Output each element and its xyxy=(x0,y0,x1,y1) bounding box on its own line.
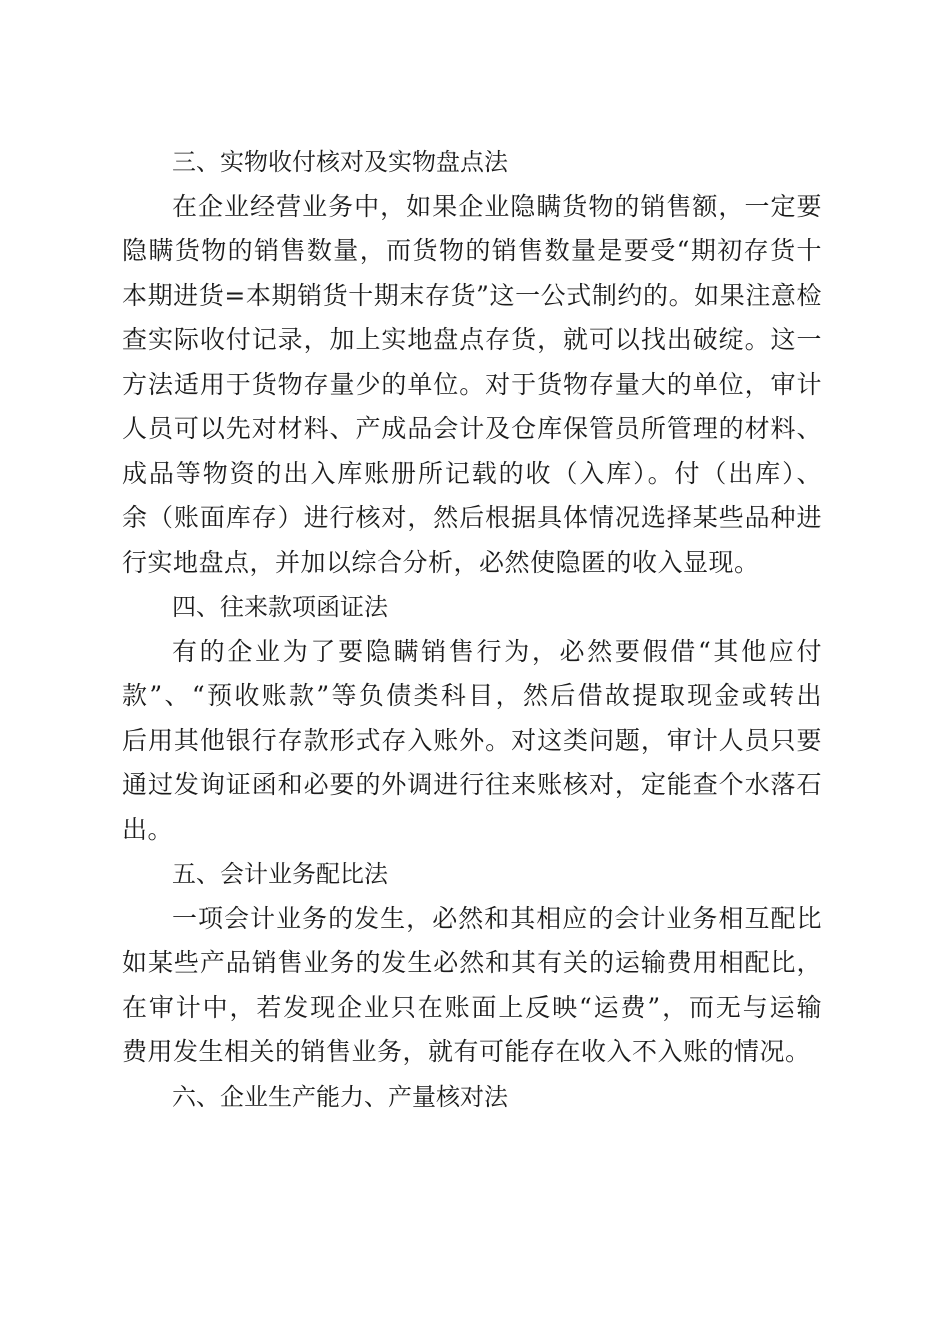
section-heading-5: 五、会计业务配比法 xyxy=(172,860,388,888)
paragraph-line: 出。 xyxy=(122,814,174,844)
section-paragraph-5 xyxy=(122,897,822,1075)
paragraph-line: 一项会计业务的发生，必然和其相应的会计业务相互配比 xyxy=(172,903,822,933)
paragraph-line: 本期进货=本期销货十期末存货”这一公式制约的。如果注意检 xyxy=(122,280,822,310)
section-paragraph-4 xyxy=(122,630,822,853)
section-heading-6: 六、企业生产能力、产量核对法 xyxy=(172,1082,508,1111)
paragraph-line: 隐瞒货物的销售数量，而货物的销售数量是要受“期初存货十 xyxy=(122,236,822,265)
paragraph-line: 方法适用于货物存量少的单位。对于货物存量大的单位，审计 xyxy=(122,369,822,399)
paragraph-line: 在企业经营业务中，如果企业隐瞒货物的销售额，一定要 xyxy=(172,191,822,221)
paragraph-line: 通过发询证函和必要的外调进行往来账核对，定能查个水落石 xyxy=(122,770,822,799)
paragraph-line: 有的企业为了要隐瞒销售行为，必然要假借“其他应付 xyxy=(172,636,822,666)
paragraph-line: 后用其他银行存款形式存入账外。对这类问题，审计人员只要 xyxy=(122,725,822,755)
paragraph-line: 费用发生相关的销售业务，就有可能存在收入不入账的情况。 xyxy=(122,1037,811,1066)
paragraph-line: 余（账面库存）进行核对，然后根据具体情况选择某些品种进 xyxy=(122,503,822,532)
paragraph-line: 在审计中，若发现企业只在账面上反映“运费”，而无与运输 xyxy=(122,992,822,1022)
document-body xyxy=(122,140,822,1119)
paragraph-line: 查实际收付记录，加上实地盘点存货，就可以找出破绽。这一 xyxy=(122,325,822,354)
section-paragraph-3 xyxy=(122,185,822,586)
paragraph-line: 人员可以先对材料、产成品会计及仓库保管员所管理的材料、 xyxy=(122,414,822,443)
paragraph-line: 行实地盘点，并加以综合分析，必然使隐匿的收入显现。 xyxy=(122,547,760,577)
paragraph-line: 款”、“预收账款”等负债类科目，然后借故提取现金或转出 xyxy=(122,681,822,710)
section-heading-4: 四、往来款项函证法 xyxy=(172,593,388,621)
paragraph-line: 如某些产品销售业务的发生必然和其有关的运输费用相配比， xyxy=(122,948,822,977)
section-heading-3: 三、实物收付核对及实物盘点法 xyxy=(172,148,508,176)
paragraph-line: 成品等物资的出入库账册所记载的收（入库）。付（出库）、 xyxy=(122,458,822,488)
